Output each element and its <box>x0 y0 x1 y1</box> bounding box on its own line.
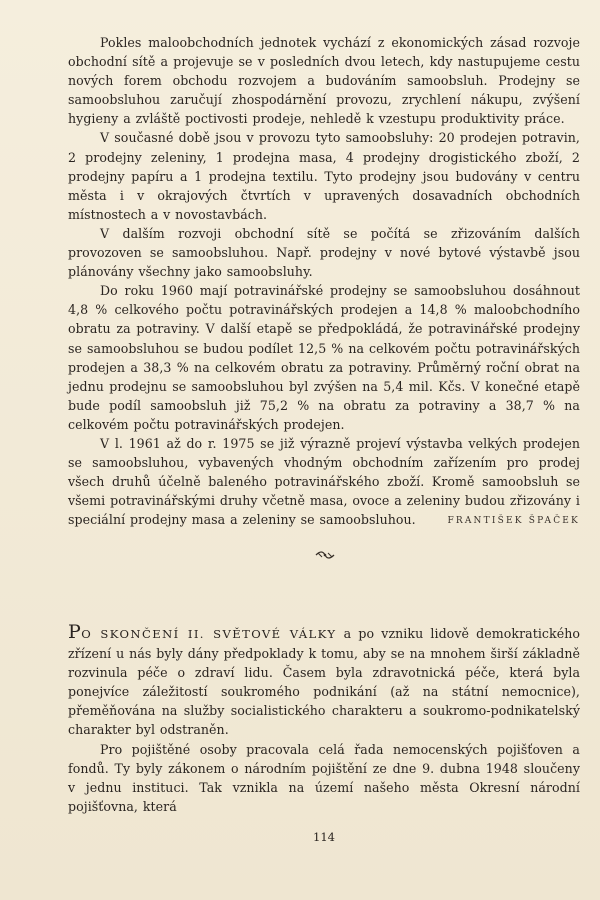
paragraph: V dalším rozvoji obchodní sítě se počítá se zřizováním dalších provozoven se samoobsluhou. Např. prodejny v nové bytové výstavbě jsou plánovány všechny jako samoobsluhy. <box>68 225 580 280</box>
article-health-care <box>68 623 580 816</box>
lead-text: a po vzniku lidově demokratického zřízení u nás byly dány předpoklady k tomu, aby se na mnohem širší základně rozvinula péče o zdraví lidu. Časem byla zdravotnická péče, která byla ponejvíce záležitostí soukromého podnikání (až na státní nemocnice), přeměňována na služby socialistického charakteru a soukromo-podnikatelský charakter byl odstraněn. <box>68 626 580 738</box>
page-number: 114 <box>313 830 335 844</box>
paragraph: Do roku 1960 mají potravinářské prodejny se samoobsluhou dosáhnout 4,8 % celkového počtu potravinářských prodejen a 14,8 % maloobchodního obratu za potraviny. V další etapě se předpokládá, že potravinářské prodejny se samoobsluhou se budou podílet 12,5 % na celkovém počtu potravinářských prodejen a 38,3 % na celkovém obratu za potraviny. Průměrný roční obrat na jednu prodejnu se samoobsluhou byl zvýšen na 5,4 mil. Kčs. V konečné etapě bude podíl samoobsluh již 75,2 % na obratu za potraviny a 38,7 % na celkovém počtu potravinářských prodejen. <box>68 283 580 432</box>
dropcap: P <box>68 621 82 643</box>
paragraph: V l. 1961 až do r. 1975 se již výrazně projeví výstavba velkých prodejen se samoobsluhou, vybavených vhodným obchodním zařízením pro prodej všech druhů účelně baleného potravinářského zboží. Kromě samoobsluh se všemi potravinářskými druhy včetně masa, ovoce a zeleniny budou zřizovány i speciální prodejny masa a zeleniny se samoobsluhou. <box>68 435 580 528</box>
author-signature: FRANTIŠEK ŠPAČEK <box>447 516 580 526</box>
paragraph: V současné době jsou v provozu tyto samoobsluhy: 20 prodejen potravin, 2 prodejny zeleniny, 1 prodejna masa, 4 prodejny drogistického zboží, 2 prodejny papíru a 1 prodejna textilu. Tyto prodejny jsou budovány v centru města i v okrajových čtvrtích v upravených dosavadních obchodních místnostech a v novostavbách. <box>68 130 580 222</box>
lead-paragraph <box>68 623 580 740</box>
lead-smallcaps: O SKONČENÍ II. SVĚTOVÉ VÁLKY <box>81 627 337 641</box>
paragraph: Pokles maloobchodních jednotek vychází z ekonomických zásad rozvoje obchodní sítě a projevuje se v posledních dvou letech, kdy nastupujeme cestu nových forem obchodu rozvojem a budováním samoobsluh. Prodejny se samoobsluhou zaručují zhospodárnění provozu, zrychlení nákupu, zvýšení hygieny a zvláště poctivosti prodeje, nehledě k vzestupu produktivity práce. <box>68 35 580 127</box>
fleuron-ornament-icon <box>314 548 336 562</box>
paragraph: Pro pojištěné osoby pracovala celá řada nemocenských pojišťoven a fondů. Ty byly zákonem o národním pojištění ze dne 9. dubna 1948 sloučeny v jednu instituci. Tak vznikla na území našeho města Okresní národní pojišťovna, která <box>68 741 580 814</box>
article-retail-network <box>68 33 580 529</box>
